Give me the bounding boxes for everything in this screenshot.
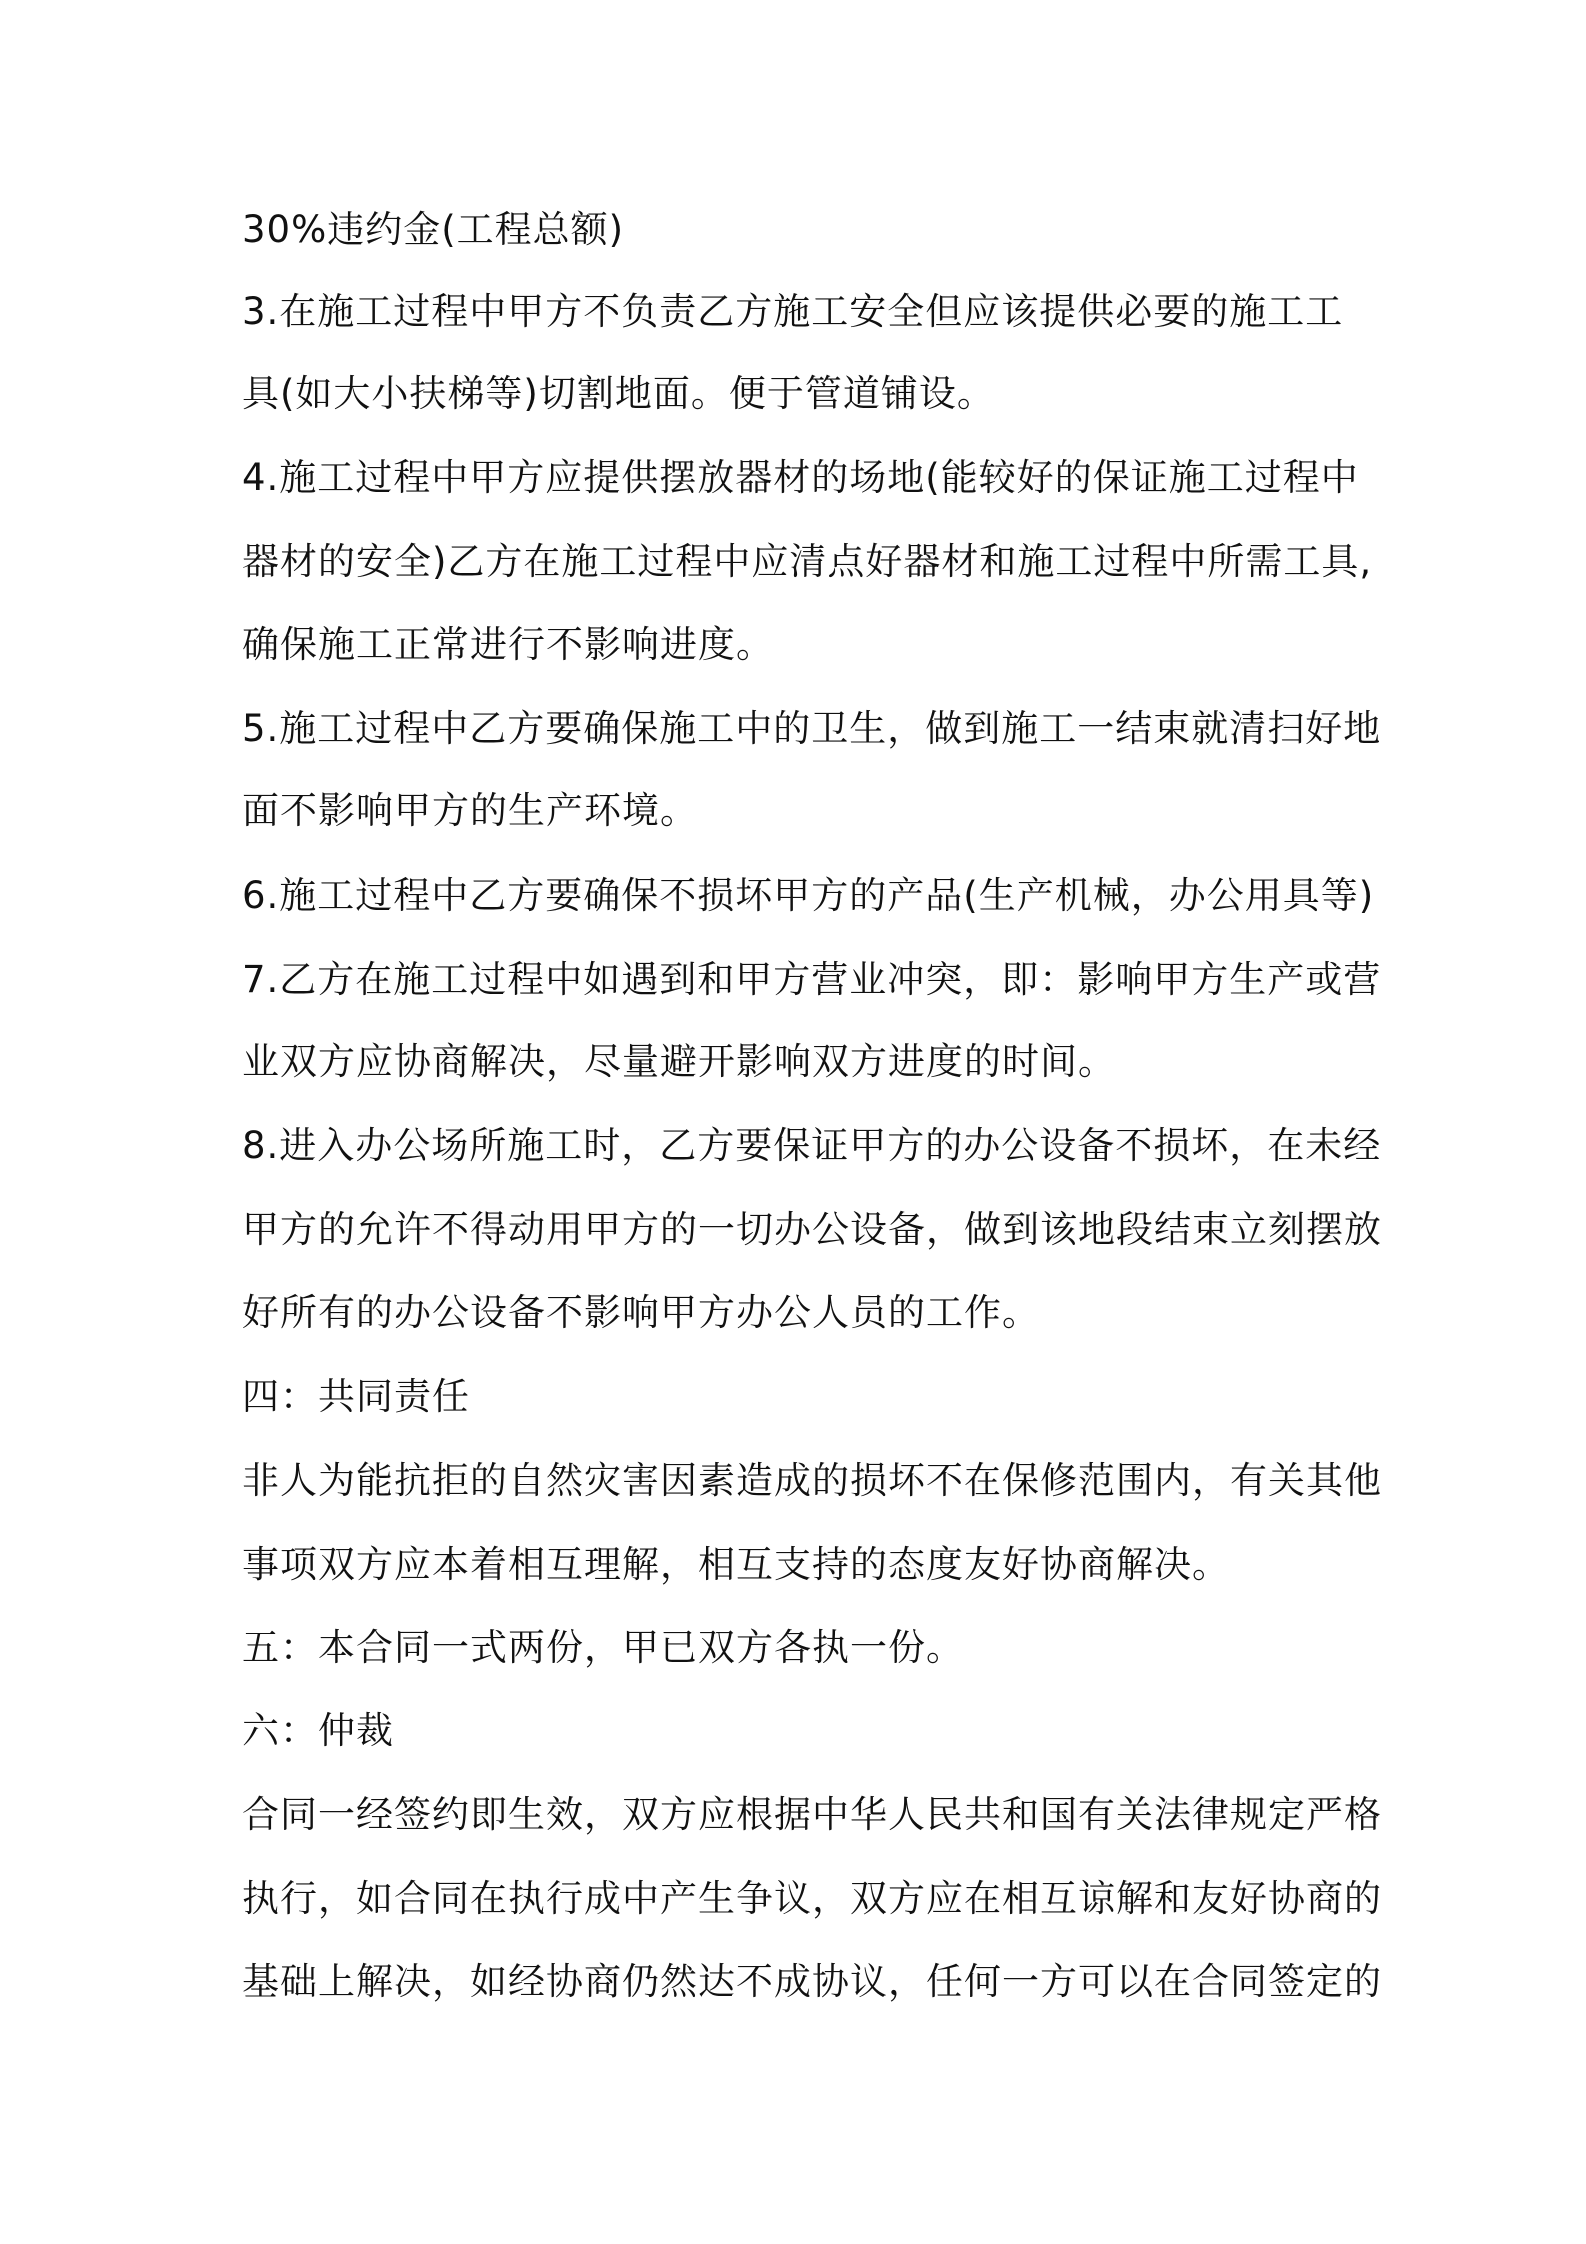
- text-line: 事项双方应本着相互理解，相互支持的态度友好协商解决。: [242, 1543, 1230, 1586]
- text-line: 业双方应协商解决，尽量避开影响双方进度的时间。: [242, 1040, 1116, 1083]
- text-line: 好所有的办公设备不影响甲方办公人员的工作。: [242, 1291, 1040, 1334]
- text-line: 4.施工过程中甲方应提供摆放器材的场地(能较好的保证施工过程中: [242, 456, 1359, 499]
- text-line: 8.进入办公场所施工时，乙方要保证甲方的办公设备不损坏，在未经: [242, 1124, 1382, 1167]
- text-line: 5.施工过程中乙方要确保施工中的卫生，做到施工一结束就清扫好地: [242, 707, 1382, 750]
- text-line: 面不影响甲方的生产环境。: [242, 789, 698, 832]
- text-line: 具(如大小扶梯等)切割地面。便于管道铺设。: [242, 372, 995, 415]
- text-line: 合同一经签约即生效，双方应根据中华人民共和国有关法律规定严格: [242, 1793, 1382, 1836]
- section-heading: 四：共同责任: [242, 1375, 470, 1418]
- text-line: 确保施工正常进行不影响进度。: [242, 623, 774, 666]
- section-heading: 六：仲裁: [242, 1709, 394, 1752]
- text-line: 3.在施工过程中甲方不负责乙方施工安全但应该提供必要的施工工: [242, 290, 1344, 333]
- text-line: 6.施工过程中乙方要确保不损坏甲方的产品(生产机械，办公用具等): [242, 874, 1375, 917]
- text-line: 7.乙方在施工过程中如遇到和甲方营业冲突，即：影响甲方生产或营: [242, 958, 1382, 1001]
- text-line: 器材的安全)乙方在施工过程中应清点好器材和施工过程中所需工具,: [242, 540, 1373, 583]
- text-line: 甲方的允许不得动用甲方的一切办公设备，做到该地段结束立刻摆放: [242, 1208, 1382, 1251]
- section-heading: 五：本合同一式两份，甲已双方各执一份。: [242, 1626, 964, 1669]
- text-line: 基础上解决，如经协商仍然达不成协议，任何一方可以在合同签定的: [242, 1960, 1382, 2003]
- text-line: 30%违约金(工程总额): [242, 208, 625, 251]
- text-line: 非人为能抗拒的自然灾害因素造成的损坏不在保修范围内，有关其他: [242, 1459, 1382, 1502]
- text-line: 执行，如合同在执行成中产生争议，双方应在相互谅解和友好协商的: [242, 1877, 1382, 1920]
